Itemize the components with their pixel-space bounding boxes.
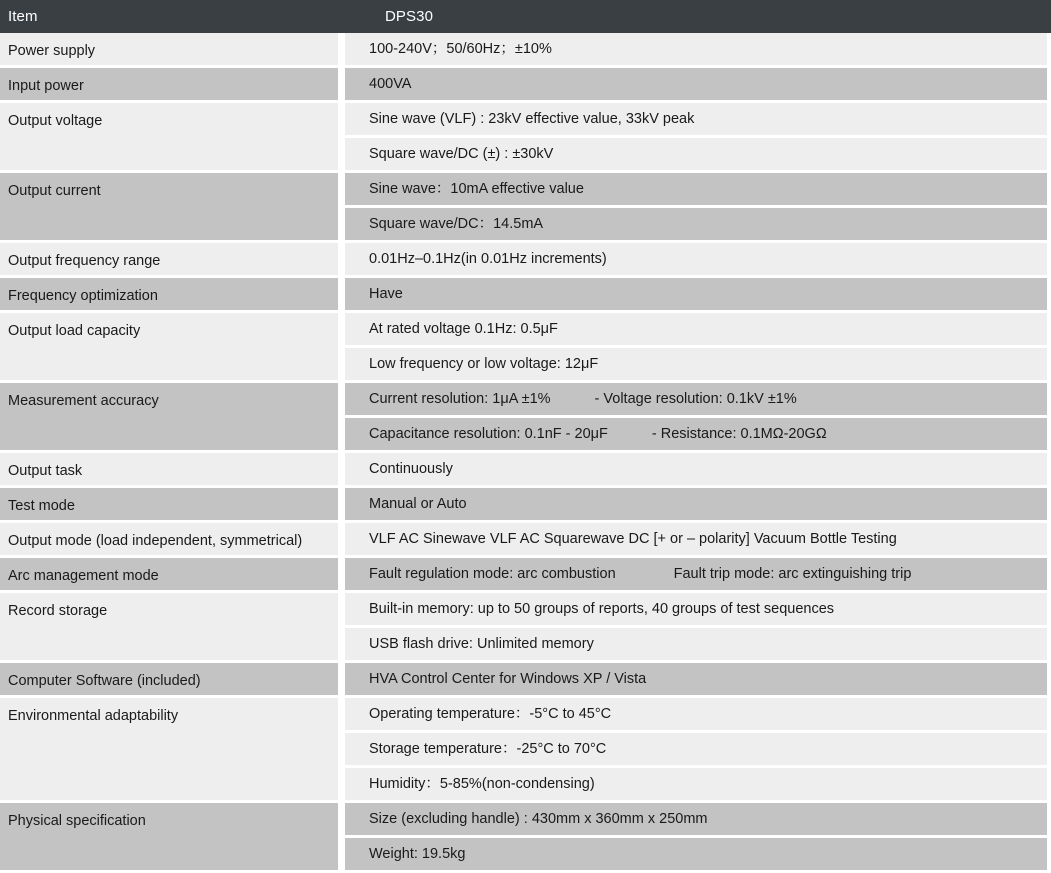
table-row [0,33,1051,68]
table-edge [1047,68,1051,103]
table-edge [1047,628,1051,663]
spec-value [345,488,1047,523]
table-row [0,278,1051,313]
spec-value-text: Humidity：5-85%(non-condensing) [369,775,595,792]
table-row [0,663,1051,698]
column-gutter [338,593,345,663]
column-gutter [338,558,345,593]
table-edge [1047,768,1051,803]
spec-value [345,208,1047,243]
spec-item-label: Physical specification [0,803,338,873]
spec-item-label: Computer Software (included) [0,663,338,698]
spec-value-text: Size (excluding handle) : 430mm x 360mm x 250mm [369,810,708,827]
column-gutter [338,243,345,278]
spec-value-text: Square wave/DC (±) : ±30kV [369,145,554,162]
table-edge [1047,348,1051,383]
spec-item-label: Output task [0,453,338,488]
table-edge [1047,173,1051,208]
spec-value-text: HVA Control Center for Windows XP / Vista [369,670,647,687]
spec-value [345,243,1047,278]
spec-value-text: VLF AC Sinewave VLF AC Squarewave DC [+ or – polarity] Vacuum Bottle Testing [369,530,897,547]
spec-value-secondary: Fault trip mode: arc extinguishing trip [673,565,912,582]
column-gutter [338,173,345,243]
spec-value-text: 100-240V；50/60Hz；±10% [369,40,552,57]
table-edge [1047,523,1051,558]
header-gutter [338,0,345,33]
spec-item-label: Output current [0,173,338,243]
table-edge [1047,243,1051,278]
spec-value-text: Square wave/DC：14.5mA [369,215,544,232]
spec-value-text: Built-in memory: up to 50 groups of reports, 40 groups of test sequences [369,600,835,617]
table-edge [1047,663,1051,698]
spec-value [345,103,1047,138]
table-header [0,0,1051,33]
table-row [0,558,1051,593]
table-edge [1047,838,1051,873]
spec-value-text: Sine wave (VLF) : 23kV effective value, 33kV peak [369,110,695,127]
table-edge [1047,383,1051,418]
spec-value-text: Current resolution: 1μA ±1% [369,390,551,407]
table-edge [1047,593,1051,628]
table-row [0,68,1051,103]
spec-value [345,768,1047,803]
table-row [0,523,1051,558]
table-edge [1047,208,1051,243]
spec-value [345,628,1047,663]
table-edge [1047,558,1051,593]
spec-value [345,313,1047,348]
table-row [0,313,1051,348]
table-row [0,453,1051,488]
spec-value [345,803,1047,838]
spec-value [345,698,1047,733]
spec-value [345,838,1047,873]
spec-value [345,33,1047,68]
spec-item-label: Output mode (load independent, symmetrical) [0,523,338,558]
spec-value-text: At rated voltage 0.1Hz: 0.5μF [369,320,558,337]
spec-value [345,173,1047,208]
column-gutter [338,278,345,313]
table-edge [1047,803,1051,838]
spec-value-text: Fault regulation mode: arc combustion [369,565,616,582]
spec-item-label: Environmental adaptability [0,698,338,803]
spec-value-text: Weight: 19.5kg [369,845,466,862]
spec-value-text: Have [369,285,403,302]
header-row [0,0,1051,33]
spec-item-label: Arc management mode [0,558,338,593]
spec-value-text: Capacitance resolution: 0.1nF - 20μF [369,425,608,442]
spec-value-secondary: - Voltage resolution: 0.1kV ±1% [594,390,797,407]
spec-value-text: Sine wave：10mA effective value [369,180,584,197]
column-gutter [338,313,345,383]
spec-value [345,383,1047,418]
spec-value [345,593,1047,628]
spec-value-secondary: - Resistance: 0.1MΩ-20GΩ [651,425,827,442]
spec-value-text: 0.01Hz–0.1Hz(in 0.01Hz increments) [369,250,607,267]
header-edge [1047,0,1051,33]
header-item-label: Item [0,0,338,33]
table-edge [1047,698,1051,733]
spec-value-text: 400VA [369,75,412,92]
spec-value-text: Operating temperature：-5°C to 45°C [369,705,612,722]
table-row [0,803,1051,838]
column-gutter [338,103,345,173]
table-row [0,593,1051,628]
column-gutter [338,698,345,803]
spec-value [345,663,1047,698]
spec-value [345,278,1047,313]
column-gutter [338,663,345,698]
spec-item-label: Measurement accuracy [0,383,338,453]
table-row [0,698,1051,733]
table-edge [1047,313,1051,348]
table-edge [1047,103,1051,138]
table-edge [1047,733,1051,768]
column-gutter [338,488,345,523]
spec-value [345,733,1047,768]
spec-value [345,348,1047,383]
column-gutter [338,803,345,873]
column-gutter [338,68,345,103]
column-gutter [338,383,345,453]
table-edge [1047,278,1051,313]
table-edge [1047,488,1051,523]
column-gutter [338,33,345,68]
spec-value-text: Continuously [369,460,453,477]
spec-value-text: Storage temperature：-25°C to 70°C [369,740,607,757]
table-body [0,33,1051,873]
table-row [0,488,1051,523]
spec-value [345,558,1047,593]
table-edge [1047,138,1051,173]
table-row [0,243,1051,278]
spec-value [345,418,1047,453]
table-row [0,383,1051,418]
table-edge [1047,453,1051,488]
table-row [0,103,1051,138]
spec-item-label: Record storage [0,593,338,663]
column-gutter [338,453,345,488]
table-row [0,173,1051,208]
spec-item-label: Output load capacity [0,313,338,383]
spec-value [345,453,1047,488]
spec-value-text: USB flash drive: Unlimited memory [369,635,594,652]
column-gutter [338,523,345,558]
table-edge [1047,418,1051,453]
spec-item-label: Output frequency range [0,243,338,278]
spec-item-label: Frequency optimization [0,278,338,313]
spec-value-text: Low frequency or low voltage: 12μF [369,355,599,372]
header-model-label: DPS30 [345,0,1047,33]
spec-value [345,68,1047,103]
spec-item-label: Output voltage [0,103,338,173]
spec-item-label: Power supply [0,33,338,68]
table-edge [1047,33,1051,68]
spec-item-label: Test mode [0,488,338,523]
spec-value [345,523,1047,558]
spec-value-text: Manual or Auto [369,495,467,512]
spec-value [345,138,1047,173]
spec-item-label: Input power [0,68,338,103]
